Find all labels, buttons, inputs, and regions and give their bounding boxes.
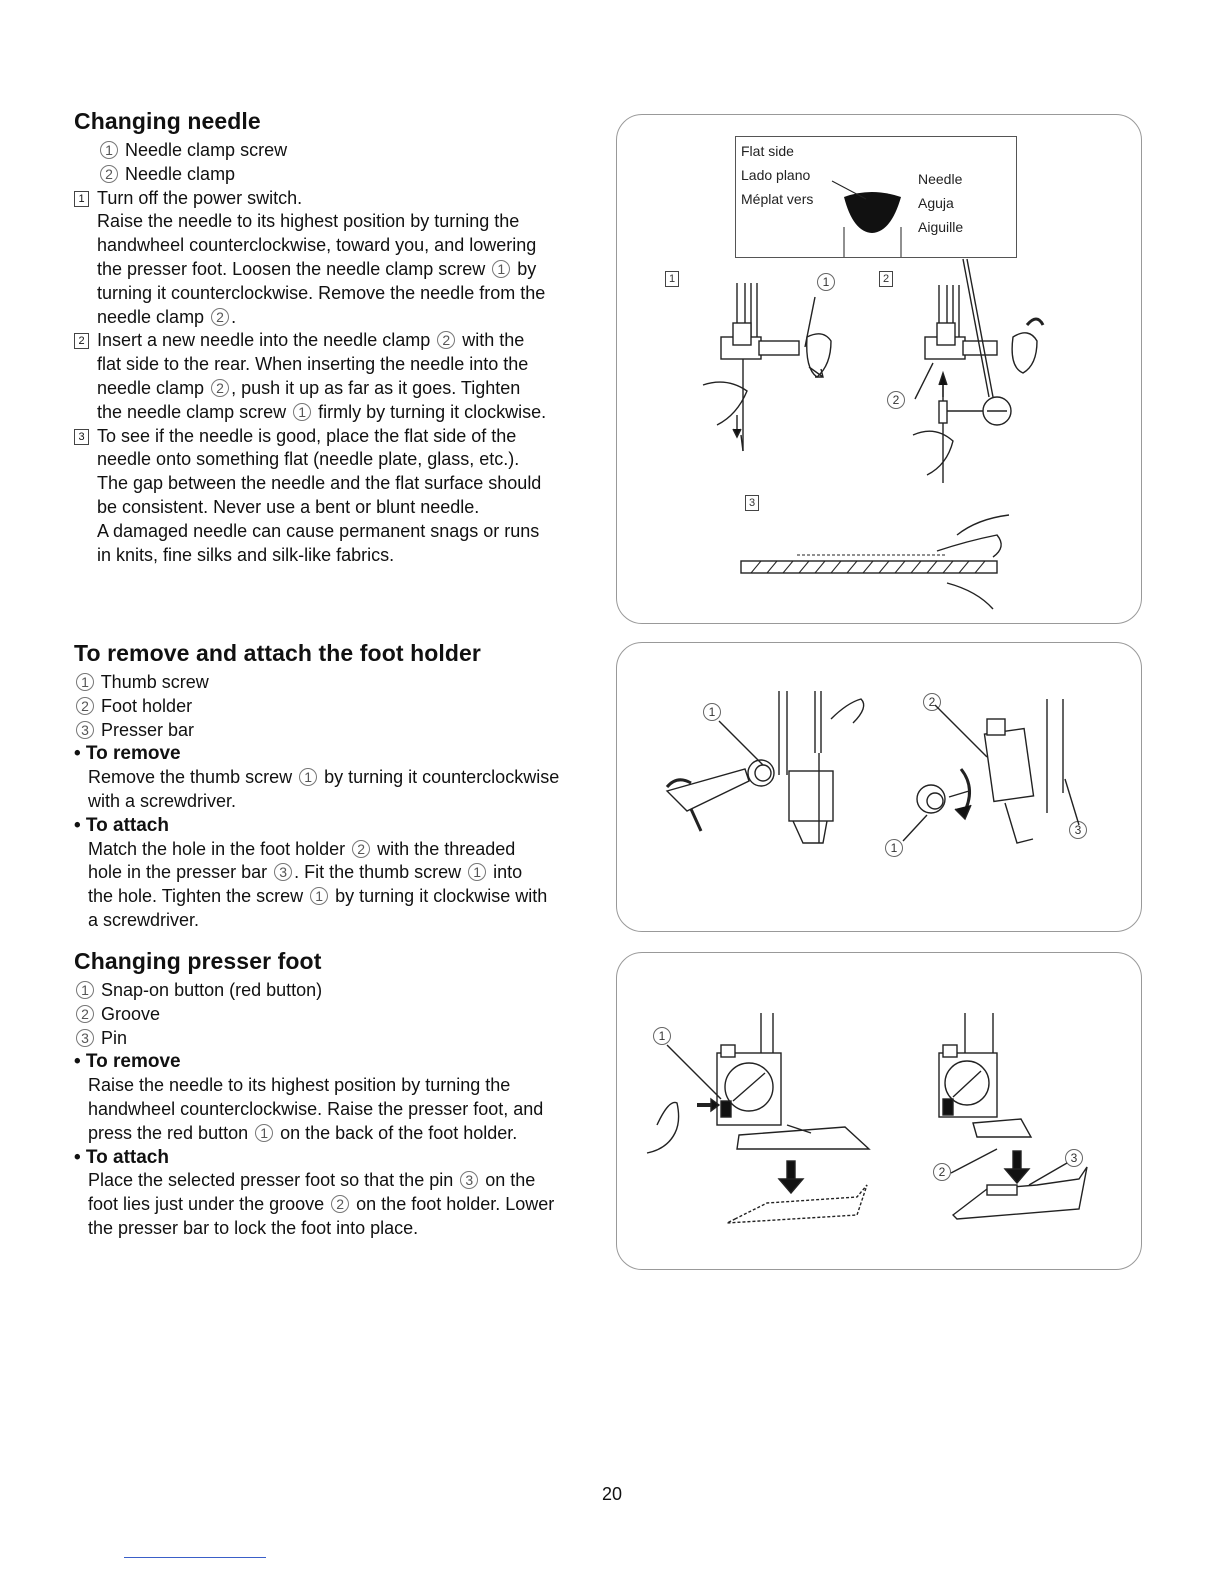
- fig1-step-2: 2: [879, 271, 893, 287]
- part-pin: 3 Pin: [74, 1027, 614, 1051]
- fig1-marker-1: 1: [817, 273, 835, 291]
- attach-instructions: Match the hole in the foot holder 2 with the threaded hole in the presser bar 3 . Fit the thumb screw 1 into the hole. Tighten the screw 1 by turning it clockwise with a screwdriver.: [88, 838, 548, 930]
- figure-changing-needle: [616, 114, 1142, 624]
- marker-2: 2: [100, 165, 118, 183]
- fig3-marker-3: 3: [1065, 1149, 1083, 1167]
- attach-foot-instructions: Place the selected presser foot so that the pin 3 on the foot lies just under the groove 2 on the foot holder. Lower the presser bar to lock the foot into place.: [88, 1170, 555, 1238]
- part-groove: 2 Groove: [74, 1003, 614, 1027]
- part-thumb-screw: 1 Thumb screw: [74, 671, 614, 695]
- remove-instructions: Remove the thumb screw 1 by turning it counterclockwise with a screwdriver.: [88, 767, 560, 811]
- label-to-attach: • To attach: [74, 814, 169, 836]
- part-foot-holder: 2 Foot holder: [74, 695, 614, 719]
- part-needle-clamp-screw: 1 Needle clamp screw: [74, 139, 614, 163]
- step-3: 3 To see if the needle is good, place the flat side of the needle onto something flat (needle plate, glass, etc.). The gap between the needle and the flat surface should be consistent. Never use a bent or blunt needle. A damaged needle can cause permanent snags or runs in knits, fine silks and silk-like fabrics.: [74, 425, 614, 568]
- section-changing-needle: [74, 108, 614, 567]
- part-needle-clamp: 2 Needle clamp: [74, 163, 614, 187]
- section-presser-foot: [74, 948, 614, 1241]
- presser-foot-illustration: [617, 953, 1141, 1269]
- step-marker-2: 2: [74, 333, 89, 349]
- label-to-remove-foot: • To remove: [74, 1051, 181, 1073]
- footer-rule: [124, 1557, 266, 1558]
- step-marker-3: 3: [74, 429, 89, 445]
- step-1: 1 Turn off the power switch. Raise the needle to its highest position by turning the handwheel counterclockwise, toward you, and lowering the presser foot. Loosen the needle clamp screw 1 by turning it counterclockwise. Remove the needle from the needle clamp 2 .: [74, 187, 614, 330]
- label-to-remove: • To remove: [74, 743, 181, 765]
- figure-foot-holder: [616, 642, 1142, 932]
- part-snap-on-button: 1 Snap-on button (red button): [74, 979, 614, 1003]
- flat-side-callout: Flat side Lado plano Méplat vers Needle Aguja Aiguille: [735, 136, 1017, 258]
- section-foot-holder: [74, 640, 614, 933]
- foot-holder-illustration: [617, 643, 1141, 931]
- step-marker-1: 1: [74, 191, 89, 207]
- label-to-attach-foot: • To attach: [74, 1146, 169, 1168]
- fig2-marker-2: 2: [923, 693, 941, 711]
- fig2-marker-3: 3: [1069, 821, 1087, 839]
- fig1-step-3: 3: [745, 495, 759, 511]
- marker-1: 1: [100, 141, 118, 159]
- remove-foot-instructions: Raise the needle to its highest position by turning the handwheel counterclockwise. Raise the presser foot, and press the red button 1 on the back of the foot holder.: [88, 1075, 544, 1143]
- needle-illustration: [617, 115, 1141, 623]
- heading-presser-foot: Changing presser foot: [74, 948, 322, 974]
- page-number: 20: [601, 1484, 623, 1504]
- part-presser-bar: 3 Presser bar: [74, 719, 614, 743]
- fig2-marker-1a: 1: [703, 703, 721, 721]
- fig1-marker-2: 2: [887, 391, 905, 409]
- fig3-marker-1: 1: [653, 1027, 671, 1045]
- heading-changing-needle: Changing needle: [74, 108, 261, 134]
- fig1-step-1: 1: [665, 271, 679, 287]
- step-2: 2 Insert a new needle into the needle clamp 2 with the flat side to the rear. When inserting the needle into the needle clamp 2 , push it up as far as it goes. Tighten the needle clamp screw 1 firmly by turning it clockwise.: [74, 329, 614, 424]
- fig2-marker-1b: 1: [885, 839, 903, 857]
- heading-foot-holder: To remove and attach the foot holder: [74, 640, 481, 666]
- fig3-marker-2: 2: [933, 1163, 951, 1181]
- figure-presser-foot: [616, 952, 1142, 1270]
